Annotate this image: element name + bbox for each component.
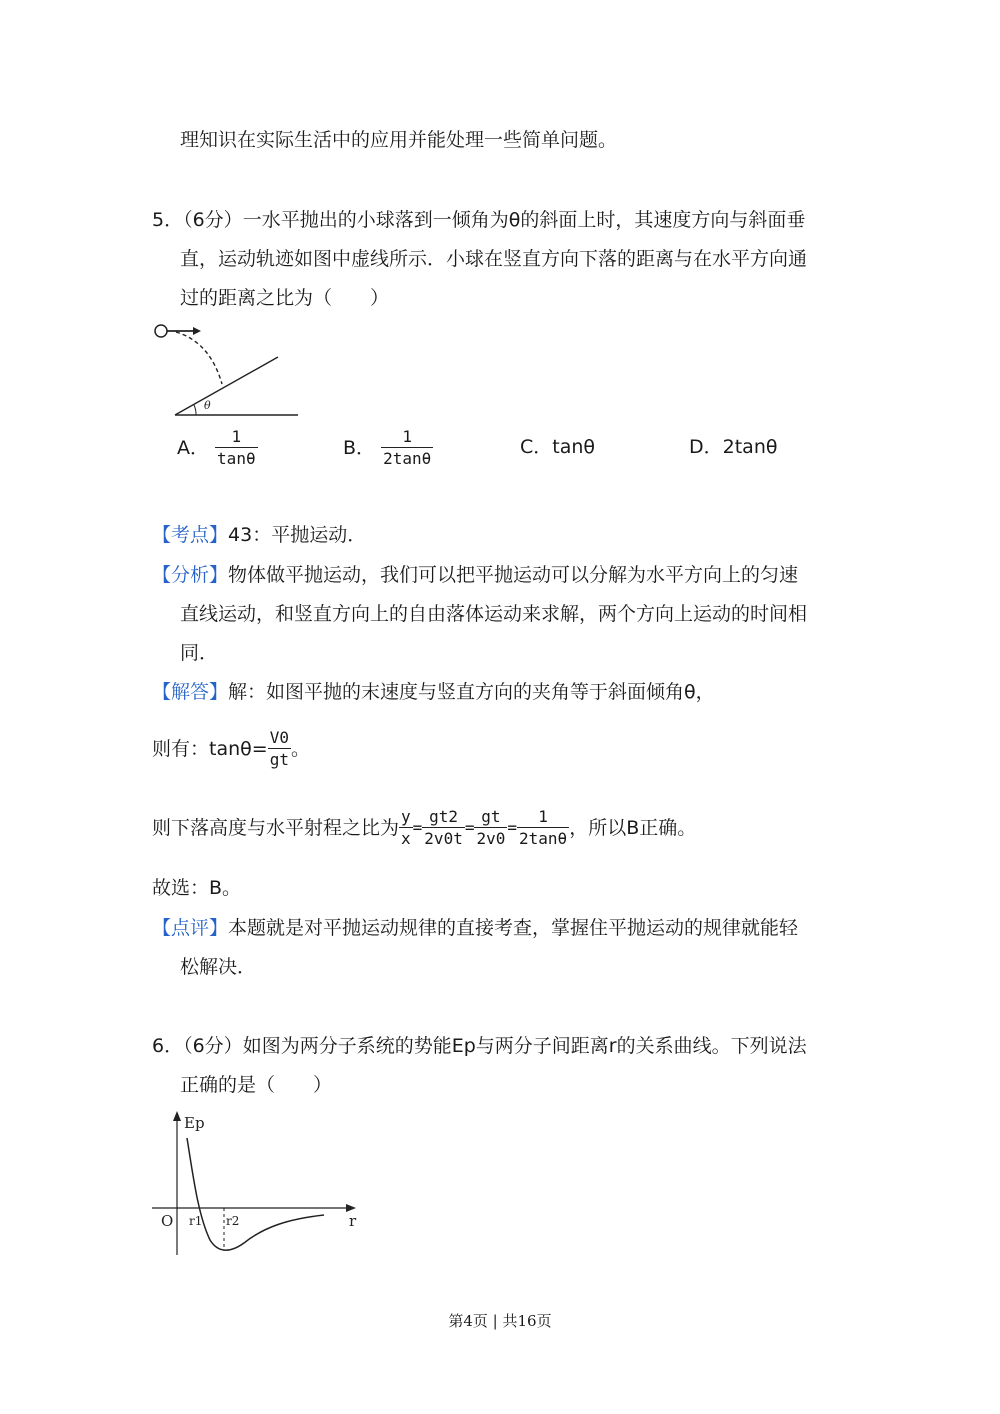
- option-a-den: tanθ: [217, 449, 256, 468]
- eq2-frac-2: [422, 807, 465, 850]
- jieda-choice: 故选：B。: [152, 877, 242, 899]
- q6-score: （6分）: [183, 1035, 243, 1057]
- incline-line: [175, 357, 278, 415]
- option-b-num: 1: [381, 427, 433, 448]
- q6-ep-r-graph: [148, 1105, 368, 1265]
- arrow-head-icon: [193, 327, 201, 335]
- jieda-line1: [152, 679, 715, 705]
- eq1-suffix: 。: [290, 738, 310, 760]
- q5-line1: 一水平抛出的小球落到一倾角为θ的斜面上时，其速度方向与斜面垂: [242, 209, 806, 231]
- eq2-f2-den: 2v0t: [424, 828, 463, 848]
- option-b[interactable]: [343, 427, 433, 470]
- q5-number: 5．: [152, 209, 184, 231]
- eq2-f3-den: 2v0: [476, 828, 506, 848]
- eq2-f4-den: 2tanθ: [519, 828, 568, 848]
- eq2-f1-num: y: [401, 806, 411, 826]
- eq1-prefix: 则有：tanθ=: [152, 738, 268, 760]
- eq1-num: V0: [269, 727, 289, 747]
- option-b-den: 2tanθ: [383, 449, 432, 468]
- q5-stem-line1: [152, 207, 805, 233]
- y-axis-label: Ep: [184, 1114, 205, 1132]
- eq2-f2-num: gt2: [422, 807, 465, 828]
- jieda-eq1: [152, 723, 310, 775]
- eq2-f4-num: 1: [517, 807, 569, 828]
- option-d-label: D．: [689, 436, 723, 458]
- option-d[interactable]: [689, 434, 778, 460]
- fenxi-line1: [152, 562, 798, 588]
- q5-score: （6分）: [183, 209, 243, 231]
- fenxi-tag: 【分析】: [152, 564, 229, 586]
- dianping-text1: 本题就是对平抛运动规律的直接考查，掌握住平抛运动的规律就能轻: [228, 917, 799, 939]
- y-axis-arrow-icon: [173, 1111, 181, 1121]
- eq2-frac-3: [474, 807, 507, 850]
- option-c-label: C．: [520, 436, 553, 458]
- kaodian-tag: 【考点】: [152, 524, 229, 546]
- page-footer: 第4页 | 共16页: [448, 1312, 552, 1330]
- option-c-text: tanθ: [552, 436, 596, 458]
- jieda-tag: 【解答】: [152, 681, 229, 703]
- q6-number: 6．: [152, 1035, 184, 1057]
- fenxi-text1: 物体做平抛运动，我们可以把平抛运动可以分解为水平方向上的匀速: [228, 564, 799, 586]
- x-axis-arrow-icon: [346, 1204, 356, 1212]
- kaodian-text: 43：平抛运动．: [228, 524, 367, 546]
- eq2-equals-2: =: [464, 818, 475, 837]
- dianping-line1: [152, 915, 798, 941]
- ep-curve: [187, 1138, 324, 1250]
- r1-label: r1: [189, 1214, 203, 1228]
- eq2-suffix: ，所以B正确。: [569, 817, 697, 839]
- ball-icon: [155, 325, 167, 337]
- r2-label: r2: [226, 1214, 240, 1228]
- eq2-f1-den: x: [401, 828, 411, 848]
- option-b-fraction: [381, 427, 433, 470]
- origin-label: O: [161, 1212, 174, 1230]
- option-a-label: A．: [177, 437, 209, 459]
- dianping-tag: 【点评】: [152, 917, 229, 939]
- q6-stem-line2: 正确的是（ ）: [180, 1074, 333, 1096]
- eq1-den: gt: [269, 749, 289, 769]
- q6-line1: 如图为两分子系统的势能Ep与两分子间距离r的关系曲线。下列说法: [242, 1035, 807, 1057]
- trajectory-dashed: [176, 332, 222, 384]
- jieda-text: 解：如图平抛的末速度与竖直方向的夹角等于斜面倾角θ，: [228, 681, 715, 703]
- fenxi-line3: 同．: [180, 642, 219, 664]
- fenxi-line2: 直线运动，和竖直方向上的自由落体运动来求解，两个方向上运动的时间相: [180, 603, 808, 625]
- eq2-prefix: 则下落高度与水平射程之比为: [152, 817, 400, 839]
- q5-stem-line2: 直，运动轨迹如图中虚线所示．小球在竖直方向下落的距离与在水平方向通: [180, 248, 808, 270]
- option-c[interactable]: [520, 434, 595, 460]
- option-d-text: 2tanθ: [722, 436, 778, 458]
- jieda-eq2: [152, 802, 696, 854]
- x-axis-label: r: [349, 1212, 357, 1230]
- option-a-num: 1: [215, 427, 258, 448]
- option-a[interactable]: [177, 427, 258, 470]
- q5-incline-figure: [148, 318, 308, 420]
- eq2-frac-1: [399, 807, 413, 850]
- kaodian-line: [152, 522, 366, 548]
- eq2-equals-3: =: [507, 818, 518, 837]
- eq1-fraction: [268, 728, 291, 771]
- angle-arc: [194, 405, 196, 415]
- option-b-label: B．: [343, 437, 376, 459]
- eq2-f3-num: gt: [474, 807, 507, 828]
- dianping-line2: 松解决．: [180, 956, 257, 978]
- eq2-equals-1: =: [412, 818, 423, 837]
- intro-line: 理知识在实际生活中的应用并能处理一些简单问题。: [180, 129, 618, 151]
- q5-stem-line3: 过的距离之比为（ ）: [180, 287, 390, 309]
- q6-stem-line1: [152, 1033, 807, 1059]
- angle-label: θ: [204, 399, 211, 412]
- eq2-frac-4: [517, 807, 569, 850]
- option-a-fraction: [215, 427, 258, 470]
